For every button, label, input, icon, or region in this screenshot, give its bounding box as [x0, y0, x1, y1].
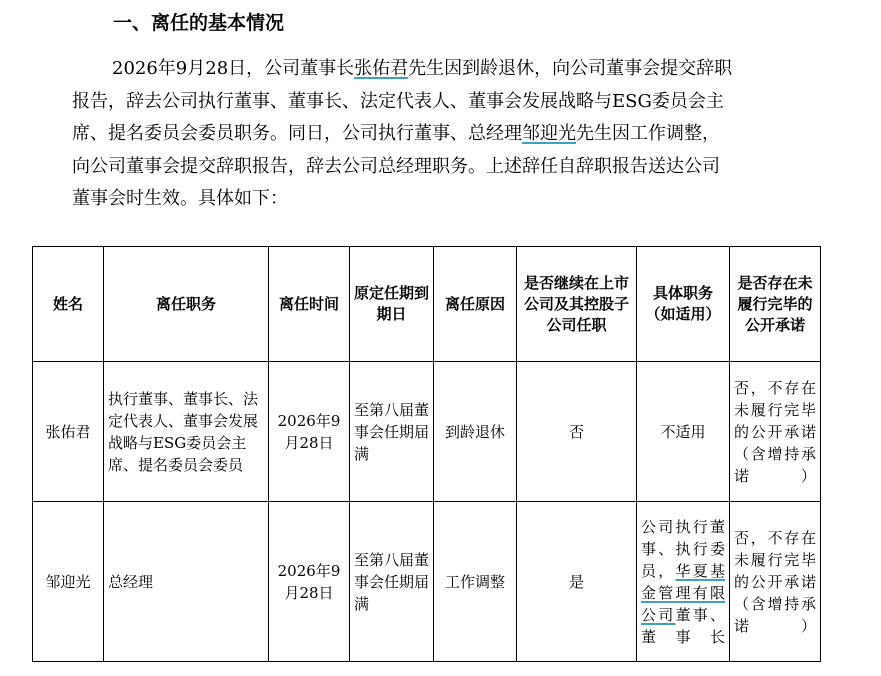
text-span: 报告，辞去公司执行董事、董事长、法定代表人、董事会发展战略与ESG委员会主 [72, 90, 724, 112]
cell-positions: 执行董事、董事长、法定代表人、董事会发展战略与ESG委员会主席、提名委员会委员 [104, 362, 269, 502]
header-term: 原定任期到期日 [350, 247, 434, 362]
cell-date: 2026年9月28日 [269, 362, 350, 502]
role-text: 公司执行董事、执行委员， [641, 517, 725, 580]
header-name: 姓名 [33, 247, 104, 362]
person-name-link[interactable]: 张佑君 [354, 58, 409, 79]
header-date: 离任时间 [269, 247, 350, 362]
text-span: 董事会时生效。具体如下： [72, 188, 288, 209]
paragraph-line [72, 86, 792, 119]
cell-reason: 到龄退休 [434, 362, 517, 502]
cell-pledge: 否，不存在未履行完毕的公开承诺（含增持承诺） [730, 362, 821, 502]
text-span: 向公司董事会提交辞职报告，辞去公司总经理职务。上述辞任自辞职报告送达公司 [72, 155, 720, 177]
text-span: 先生因到龄退休，向公司董事会提交辞职 [408, 58, 733, 79]
cell-term: 至第八届董事会任期届满 [350, 362, 434, 502]
paragraph-line [72, 53, 792, 86]
role-text: 董事、董事长 [641, 605, 725, 646]
cell-reason: 工作调整 [434, 502, 517, 662]
header-pledge: 是否存在未履行完毕的公开承诺 [730, 247, 821, 362]
cell-term: 至第八届董事会任期届满 [350, 502, 434, 662]
text-span: 先生因工作调整， [576, 123, 720, 144]
resignation-table [32, 246, 821, 662]
next-line-fragment [150, 668, 310, 676]
body-paragraph [72, 53, 792, 216]
table-row [33, 502, 821, 662]
cell-role: 不适用 [637, 362, 730, 502]
table-row [33, 362, 821, 502]
cell-role [637, 502, 730, 662]
table-header-row [33, 247, 821, 362]
header-continue: 是否继续在上市公司及其控股子公司任职 [517, 247, 637, 362]
paragraph-line [72, 183, 792, 216]
company-link[interactable]: 华夏基金管理有限公司 [641, 561, 725, 624]
cell-pledge: 否，不存在未履行完毕的公开承诺（含增持承诺） [730, 502, 821, 662]
header-role: 具体职务（如适用） [637, 247, 730, 362]
paragraph-line [72, 151, 792, 184]
header-reason: 离任原因 [434, 247, 517, 362]
cell-date: 2026年9月28日 [269, 502, 350, 662]
cell-continue: 是 [517, 502, 637, 662]
header-positions: 离任职务 [104, 247, 269, 362]
cell-name: 邹迎光 [33, 502, 104, 662]
cell-continue: 否 [517, 362, 637, 502]
person-name-link[interactable]: 邹迎光 [522, 123, 576, 144]
text-span: 席、提名委员会委员职务。同日，公司执行董事、总经理 [72, 123, 522, 144]
section-heading: 一、离任的基本情况 [113, 12, 285, 34]
text-span: 2026年9月28日，公司董事长 [112, 58, 355, 79]
cell-positions: 总经理 [104, 502, 269, 662]
cell-name: 张佑君 [33, 362, 104, 502]
paragraph-line [72, 118, 792, 151]
